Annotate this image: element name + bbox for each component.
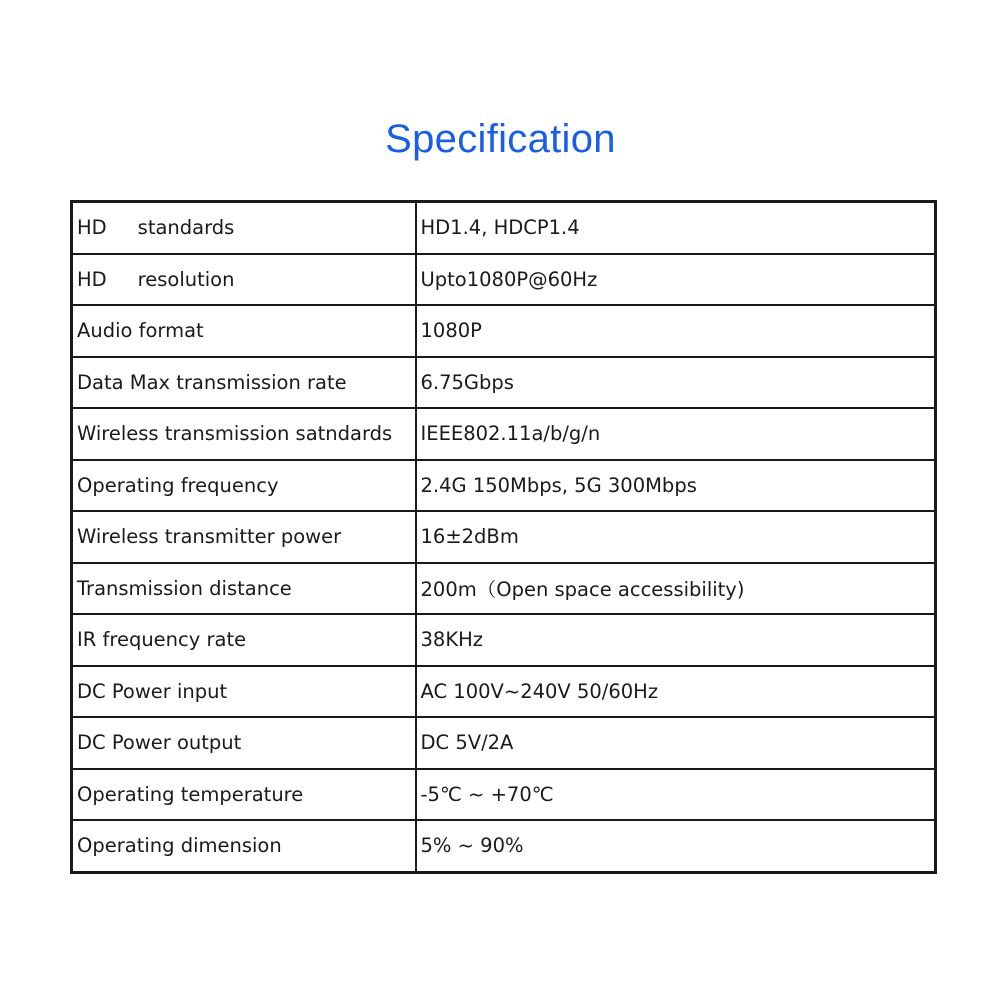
spec-label: DC Power output	[72, 717, 416, 769]
spec-label: HD resolution	[72, 254, 416, 306]
spec-label: Operating dimension	[72, 820, 416, 872]
specification-table	[70, 200, 937, 874]
table-row	[72, 408, 936, 460]
page-title: Specification	[385, 117, 616, 161]
spec-value: -5℃ ~ +70℃	[416, 769, 936, 821]
table-row	[72, 511, 936, 563]
spec-value: DC 5V/2A	[416, 717, 936, 769]
spec-label: Wireless transmitter power	[72, 511, 416, 563]
spec-value: 6.75Gbps	[416, 357, 936, 409]
table-row	[72, 254, 936, 306]
spec-label: Data Max transmission rate	[72, 357, 416, 409]
spec-label: Audio format	[72, 305, 416, 357]
table-row	[72, 614, 936, 666]
spec-label: HD standards	[72, 202, 416, 254]
table-row	[72, 820, 936, 872]
spec-value: 2.4G 150Mbps, 5G 300Mbps	[416, 460, 936, 512]
spec-label: Operating frequency	[72, 460, 416, 512]
table-row	[72, 769, 936, 821]
table-row	[72, 305, 936, 357]
spec-value: Upto1080P@60Hz	[416, 254, 936, 306]
spec-value: AC 100V~240V 50/60Hz	[416, 666, 936, 718]
spec-value: 5% ~ 90%	[416, 820, 936, 872]
table-row	[72, 357, 936, 409]
spec-label: Transmission distance	[72, 563, 416, 615]
spec-label: IR frequency rate	[72, 614, 416, 666]
table-row	[72, 717, 936, 769]
table-row	[72, 563, 936, 615]
spec-value: 16±2dBm	[416, 511, 936, 563]
table-row	[72, 666, 936, 718]
table-row	[72, 202, 936, 254]
spec-value: 1080P	[416, 305, 936, 357]
table-row	[72, 460, 936, 512]
spec-label: Wireless transmission satndards	[72, 408, 416, 460]
spec-value: 38KHz	[416, 614, 936, 666]
spec-value: IEEE802.11a/b/g/n	[416, 408, 936, 460]
spec-value: 200m（Open space accessibility)	[416, 563, 936, 615]
spec-label: DC Power input	[72, 666, 416, 718]
spec-value: HD1.4, HDCP1.4	[416, 202, 936, 254]
spec-label: Operating temperature	[72, 769, 416, 821]
